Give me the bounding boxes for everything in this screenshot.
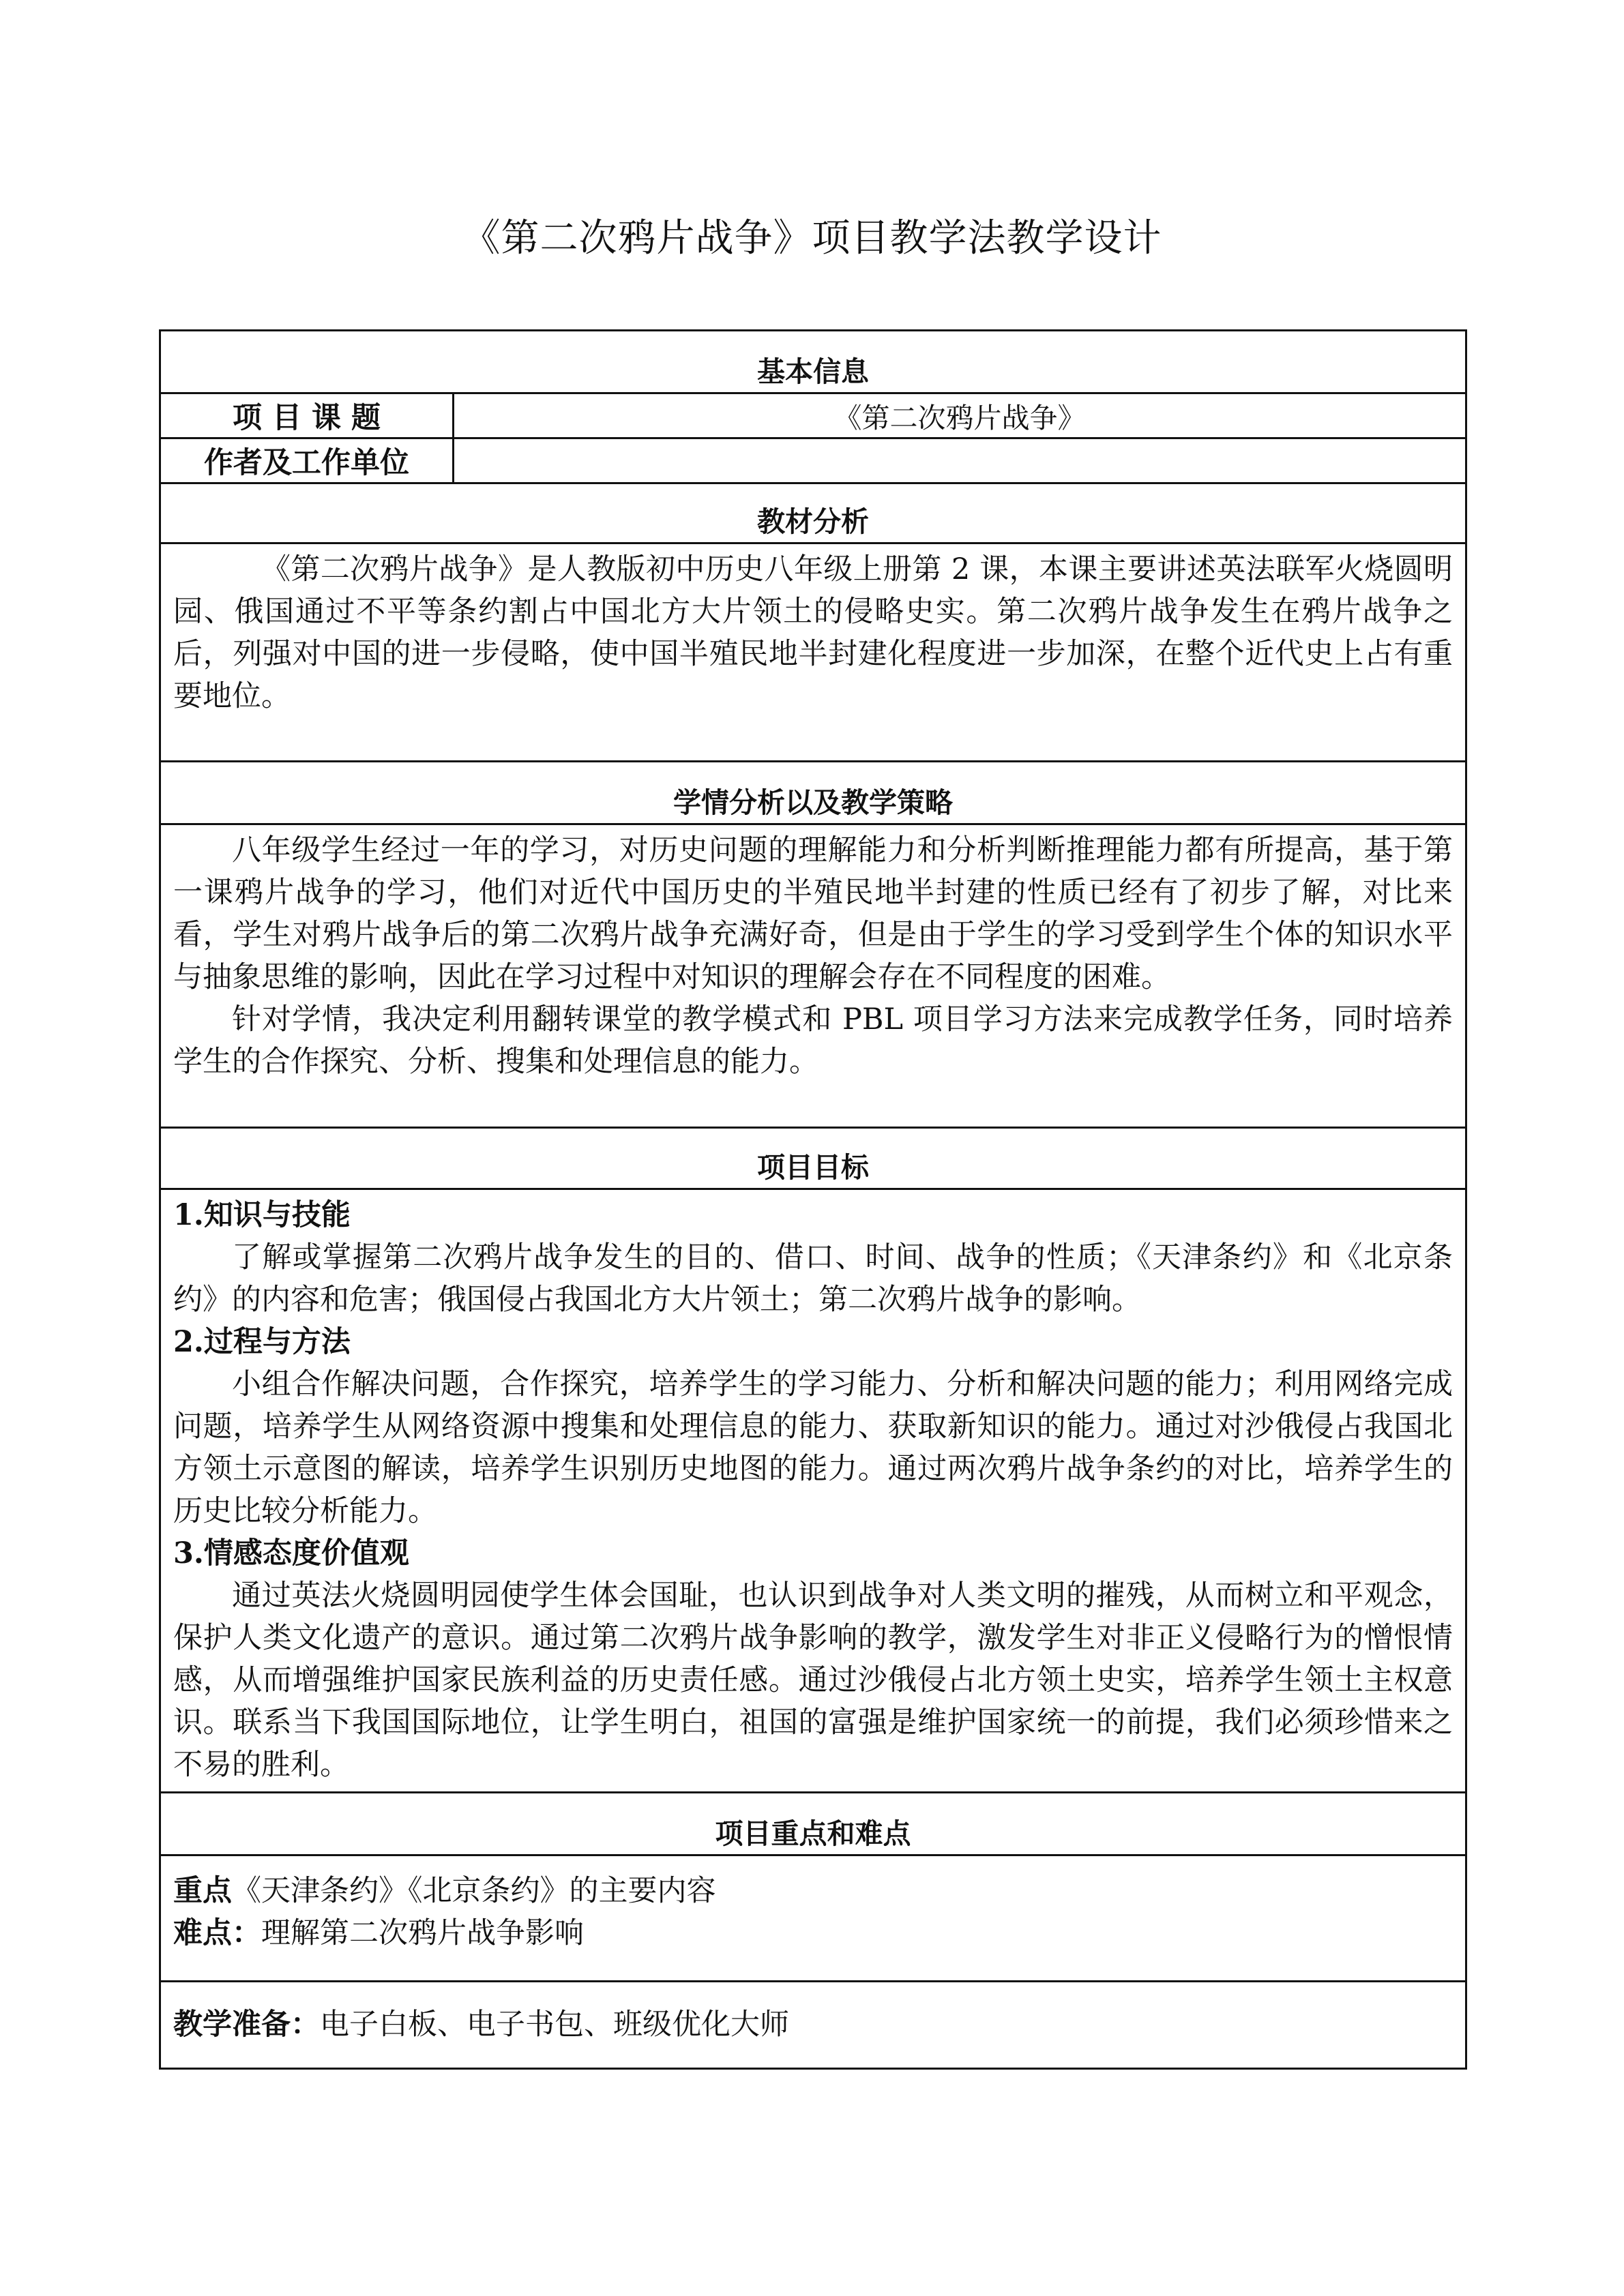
student-paragraph-2: 针对学情，我决定利用翻转课堂的教学模式和 PBL 项目学习方法来完成教学任务，同时培养学生的合作探究、分析、搜集和处理信息的能力。	[173, 1002, 1453, 1079]
objective-2-text: 小组合作解决问题，合作探究，培养学生的学习能力、分析和解决问题的能力；利用网络完成问题，培养学生从网络资源中搜集和处理信息的能力、获取新知识的能力。通过对沙俄侵占我国北方领土示意图的解读，培养学生识别历史地图的能力。通过两次鸦片战争条约的对比，培养学生的历史比较分析能力。	[173, 1367, 1453, 1528]
basic-info-heading: 基本信息	[160, 331, 1466, 393]
difficult-point-line	[173, 1912, 1453, 1954]
topic-label: 项 目 课 题	[160, 393, 454, 438]
key-point-label: 重点	[173, 1874, 232, 1908]
objective-3-text: 通过英法火烧圆明园使学生体会国耻，也认识到战争对人类文明的摧残，从而树立和平观念，保护人类文化遗产的意识。通过第二次鸦片战争影响的教学，激发学生对非正义侵略行为的憎恨情感，从而增强维护国家民族利益的历史责任感。通过沙俄侵占北方领土史实，培养学生领土主权意识。联系当下我国国际地位，让学生明白，祖国的富强是维护国家统一的前提，我们必须珍惜来之不易的胜利。	[173, 1579, 1453, 1782]
key-point-line	[173, 1870, 1453, 1912]
design-table	[159, 329, 1467, 2070]
objective-1-title: 1.知识与技能	[173, 1198, 351, 1232]
page-title: 《第二次鸦片战争》项目教学法教学设计	[462, 216, 1162, 260]
prep-line	[173, 2003, 1453, 2046]
author-value	[454, 438, 1466, 483]
objective-2-title: 2.过程与方法	[173, 1325, 351, 1359]
prep-label: 教学准备：	[173, 2007, 320, 2042]
difficult-point-text: 理解第二次鸦片战争影响	[261, 1916, 584, 1950]
prep-row	[160, 1982, 1466, 2069]
student-analysis-body	[160, 824, 1466, 1128]
difficult-point-label: 难点：	[173, 1916, 261, 1950]
keypoints-body	[160, 1855, 1466, 1982]
prep-text: 电子白板、电子书包、班级优化大师	[320, 2007, 789, 2042]
objective-3-title: 3.情感态度价值观	[173, 1536, 409, 1570]
student-paragraph-1: 八年级学生经过一年的学习，对历史问题的理解能力和分析判断推理能力都有所提高，基于第一课鸦片战争的学习，他们对近代中国历史的半殖民地半封建的性质已经有了初步了解，对比来看，学生对鸦片战争后的第二次鸦片战争充满好奇，但是由于学生的学习受到学生个体的知识水平与抽象思维的影响，因此在学习过程中对知识的理解会存在不同程度的困难。	[173, 833, 1453, 994]
objectives-heading: 项目目标	[160, 1128, 1466, 1189]
topic-value: 《第二次鸦片战争》	[454, 393, 1466, 438]
author-label: 作者及工作单位	[160, 438, 454, 483]
keypoints-heading: 项目重点和难点	[160, 1793, 1466, 1855]
student-analysis-heading: 学情分析以及教学策略	[160, 762, 1466, 824]
objectives-body	[160, 1189, 1466, 1793]
objective-1-text: 了解或掌握第二次鸦片战争发生的目的、借口、时间、战争的性质；《天津条约》和《北京条约》的内容和危害；俄国侵占我国北方大片领土；第二次鸦片战争的影响。	[173, 1240, 1453, 1317]
textbook-analysis-heading: 教材分析	[160, 483, 1466, 543]
key-point-text: 《天津条约》《北京条约》的主要内容	[232, 1874, 716, 1908]
textbook-paragraph: 《第二次鸦片战争》是人教版初中历史八年级上册第 2 课，本课主要讲述英法联军火烧圆明园、俄国通过不平等条约割占中国北方大片领土的侵略史实。第二次鸦片战争发生在鸦片战争之后，列强对中国的进一步侵略，使中国半殖民地半封建化程度进一步加深，在整个近代史上占有重要地位。	[173, 552, 1453, 713]
textbook-analysis-body	[160, 543, 1466, 762]
